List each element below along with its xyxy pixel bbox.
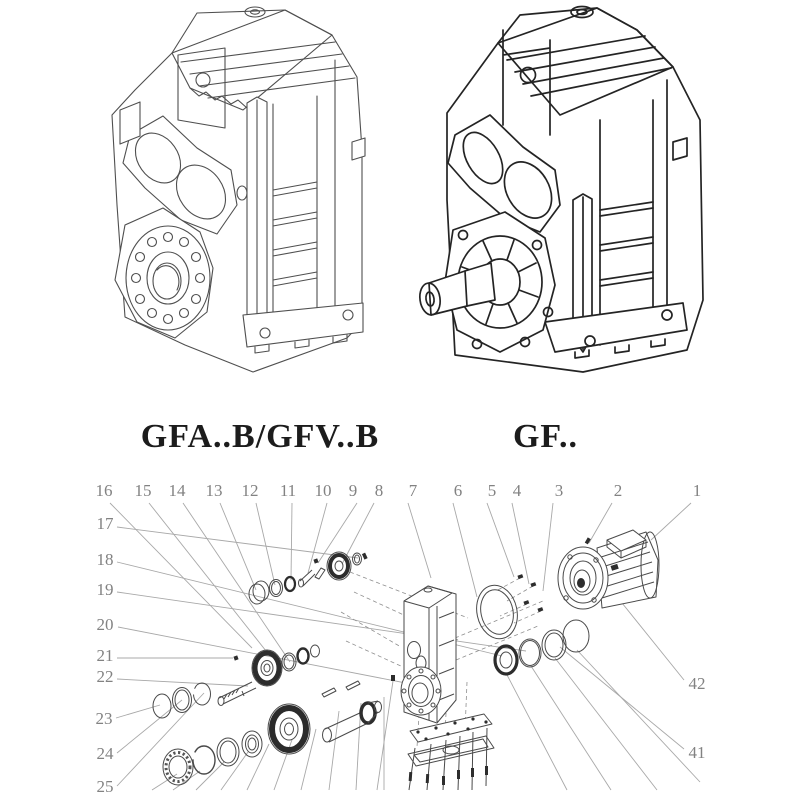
housing-output-flange [401,667,441,715]
callout-17: 17 [96,514,114,533]
motor-fastener-bolts [517,574,543,612]
callout-18: 18 [96,550,114,569]
housing [401,586,456,723]
callout-14: 14 [168,481,186,500]
output-shaft-parts [163,681,382,785]
output-seal-rings [495,620,589,674]
output-gear [268,704,310,754]
callout-8: 8 [374,481,384,500]
intermediate-shaft-parts [218,645,320,706]
pinion-shaft [323,701,382,742]
shaft-key [322,688,336,697]
callout-20: 20 [96,615,114,634]
callout-19: 19 [96,580,114,599]
housing-bolt [391,675,395,681]
callout-2: 2 [613,481,623,500]
input-shaft-parts [249,552,368,604]
callout-24: 24 [96,744,114,763]
callout-10: 10 [314,481,332,500]
callout-13: 13 [205,481,223,500]
callout-42: 42 [688,674,706,693]
output-flange-shaft [418,212,555,352]
model-label-gfab: GFA..B/GFV..B [140,418,380,455]
flange-gasket-ring [472,581,522,642]
gearbox-drawing-gfab [95,0,395,390]
callout-1: 1 [692,481,702,500]
callouts [96,481,706,796]
callout-12: 12 [241,481,259,500]
callout-5: 5 [487,481,497,500]
callout-6: 6 [453,481,463,500]
gf-housing [418,7,703,373]
motor-flange [558,547,608,609]
motor [558,530,659,609]
callout-4: 4 [512,481,522,500]
exploded-parts-diagram [0,468,800,800]
callout-3: 3 [554,481,564,500]
model-label-gf: GF.. [512,418,579,455]
callout-16: 16 [95,481,113,500]
callout-9: 9 [348,481,358,500]
callout-7: 7 [408,481,418,500]
callout-11: 11 [279,481,297,500]
callout-21: 21 [96,646,114,665]
gfab-housing [112,7,365,372]
shaft-key [346,681,360,690]
callout-23: 23 [95,709,113,728]
gearbox-drawing-gf [405,0,715,390]
callout-25: 25 [96,777,114,796]
callout-22: 22 [96,667,114,686]
callout-41: 41 [688,743,706,762]
callout-15: 15 [134,481,152,500]
